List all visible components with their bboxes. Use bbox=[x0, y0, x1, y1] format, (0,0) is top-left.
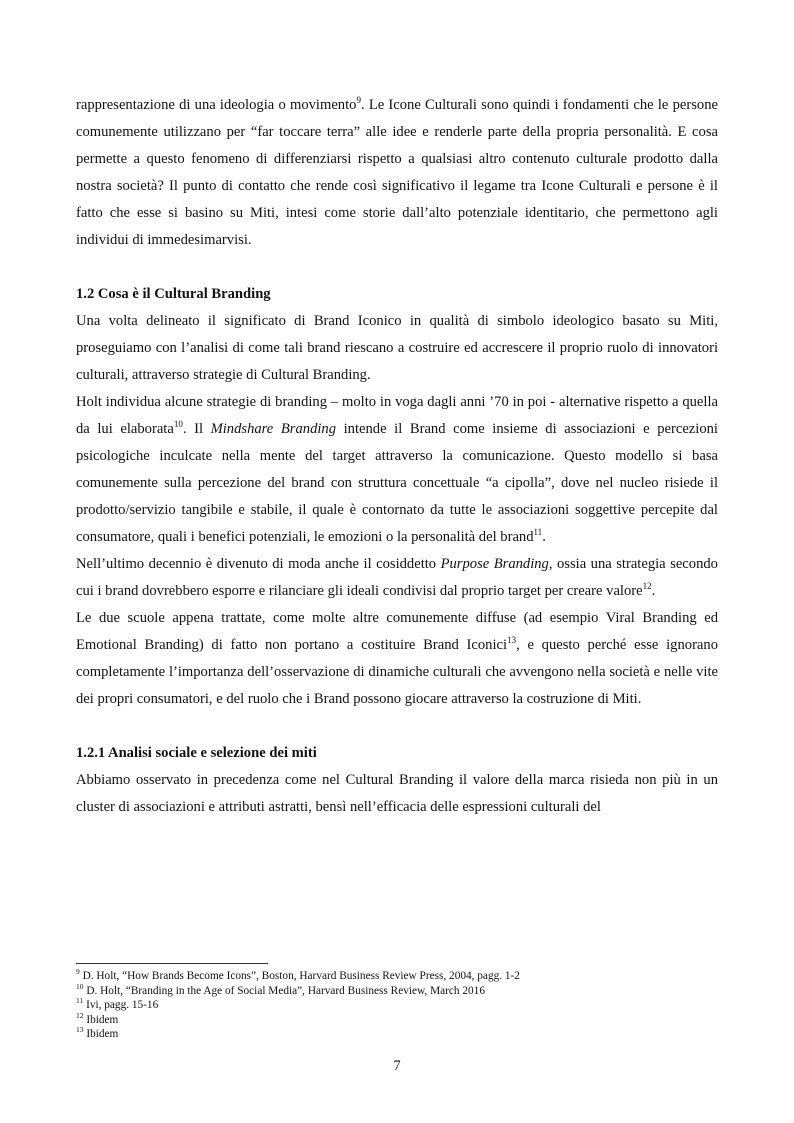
footnote-number: 11 bbox=[76, 996, 84, 1006]
section-heading: 1.2 Cosa è il Cultural Branding bbox=[76, 286, 271, 302]
text-run: rappresentazione di una ideologia o movimento bbox=[76, 97, 357, 113]
paragraph-social-analysis: Abbiamo osservato in precedenza come nel Cultural Branding il valore della marca risieda non più in un cluster di associazioni e attributi astratti, bensì nell’efficacia delle espressioni culturali del bbox=[76, 772, 718, 815]
footnote bbox=[76, 981, 718, 999]
intro-paragraph bbox=[76, 92, 718, 254]
italic-term: Mindshare Branding bbox=[210, 421, 337, 437]
footnote bbox=[76, 969, 718, 984]
text-run: Holt individua alcune strategie di branding – molto in voga dagli anni ’70 in poi - alternative rispetto a quella da lui elaborata bbox=[76, 394, 718, 437]
paragraph-cultural-branding: Una volta delineato il significato di Brand Iconico in qualità di simbolo ideologico basato su Miti, proseguiamo con l’analisi di come tali brand riescano a costruire ed accrescere il proprio ruolo di innovatori culturali, attraverso strategie di Cultural Branding. bbox=[76, 313, 718, 383]
footnote-text: D. Holt, “How Brands Become Icons”, Boston, Harvard Business Review Press, 2004, pagg. 1-2 bbox=[82, 970, 520, 982]
footnote-number: 10 bbox=[76, 981, 84, 991]
footnote-number: 12 bbox=[76, 1010, 84, 1020]
footnote bbox=[76, 998, 718, 1013]
text-run: . bbox=[651, 583, 656, 599]
text-run: Nell’ultimo decennio è divenuto di moda anche il cosiddetto bbox=[76, 556, 441, 572]
footnote-text: Ibidem bbox=[86, 1013, 119, 1026]
footnote-number: 13 bbox=[76, 1025, 84, 1035]
text-run: . Il bbox=[182, 421, 211, 437]
text-run: , e questo perché esse ignorano completamente l’importanza dell’osservazione di dinamiche culturali che avvengono nella società e nelle vite dei propri consumatori, e del ruolo che i Brand possono giocare attraverso la costruzione di Miti. bbox=[76, 637, 719, 707]
text-run: intende il Brand come insieme di associazioni e percezioni psicologiche inculcate nella mente del target attraverso la comunicazione. Questo modello si basa comunemente sulla percezione del brand con struttura concettuale “a cipolla”, dove nel nucleo risiede il prodotto/servizio tangibile e stabile, il quale è contornato da tutte le associazioni soggettive percepite dal consumatore, quali i benefici potenziali, le emozioni o la personalità del brand bbox=[76, 421, 718, 545]
footnote-text: D. Holt, “Branding in the Age of Social Media”, Harvard Business Review, March 2016 bbox=[86, 984, 485, 997]
text-run: Le due scuole appena trattate, come molte altre comunemente diffuse (ad esempio Viral Branding ed Emotional Branding) di fatto non portano a costituire Brand Iconici bbox=[76, 610, 718, 653]
text-run: . Le Icone Culturali sono quindi i fondamenti che le persone comunemente utilizzano per “far toccare terra” alle idee e renderle parte della propria personalità. E cosa permette a questo fenomeno di differenziarsi rispetto a qualsiasi altro contenuto culturale prodotto dalla nostra società? Il punto di contatto che rende così significativo il legame tra Icone Culturali e persone è il fatto che esse si basino su Miti, intesi come storie dall’alto potenziale identitario, che permettono agli individui di immedesimarvisi. bbox=[76, 97, 718, 248]
paragraph-purpose-branding bbox=[76, 551, 718, 605]
page-number: 7 bbox=[393, 1058, 401, 1074]
body-text bbox=[76, 92, 718, 821]
footnote-number: 9 bbox=[76, 967, 80, 977]
text-run: , ossia una strategia secondo cui i brand dovrebbero esporre e rilanciare gli ideali condivisi dal proprio target per creare valore bbox=[76, 556, 718, 599]
paragraph-mindshare-branding bbox=[76, 389, 718, 551]
paragraph-two-schools bbox=[76, 605, 718, 713]
footnotes bbox=[76, 969, 718, 1042]
footnote bbox=[76, 1027, 718, 1042]
footnote-ref: 9 bbox=[356, 95, 361, 106]
footnote-separator bbox=[76, 963, 268, 964]
footnote-ref: 10 bbox=[173, 419, 183, 430]
text-run: . bbox=[542, 529, 546, 545]
footnote bbox=[76, 1010, 718, 1028]
footnote-ref: 12 bbox=[642, 581, 652, 592]
footnote-text: Ivi, pagg. 15-16 bbox=[86, 999, 159, 1011]
subsection-heading: 1.2.1 Analisi sociale e selezione dei miti bbox=[76, 745, 317, 761]
footnote-text: Ibidem bbox=[86, 1028, 119, 1040]
footnote-ref: 11 bbox=[533, 527, 543, 538]
italic-term: Purpose Branding bbox=[440, 556, 549, 572]
footnote-ref: 13 bbox=[507, 635, 517, 646]
